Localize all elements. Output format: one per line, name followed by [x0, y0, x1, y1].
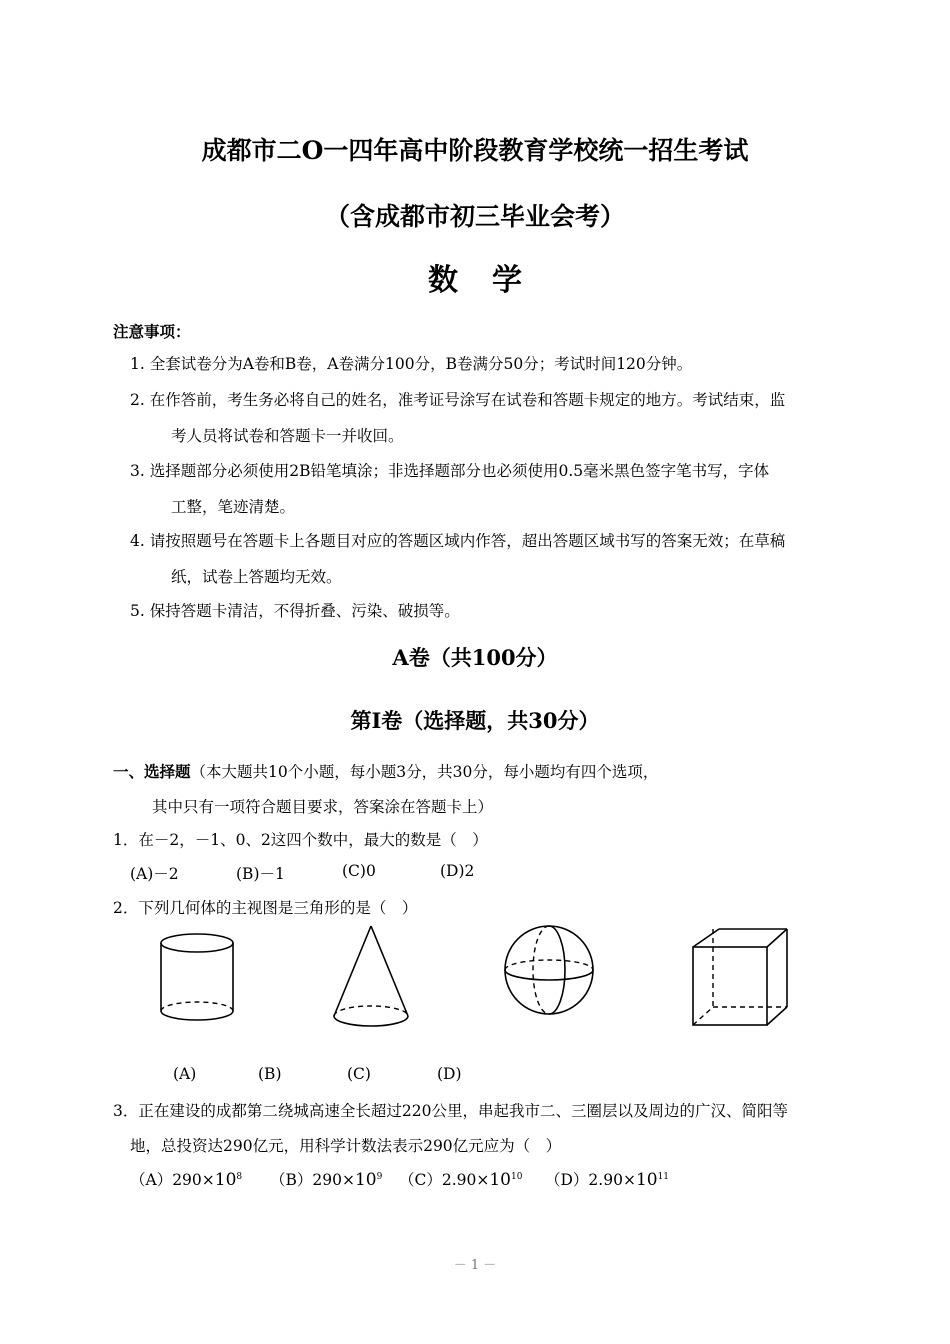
question-3-stem: 3．正在建设的成都第二绕城高速全长超过220公里，串起我市二、三圈层以及周边的广汉、简阳等	[113, 1102, 788, 1120]
exam-subtitle: （含成都市初三毕业会考）	[324, 202, 625, 231]
part-one-desc-cont: 其中只有一项符合题目要求，答案涂在答题卡上）	[152, 798, 494, 816]
notice-item-5: 5. 保持答题卡清洁，不得折叠、污染、破损等。	[130, 602, 460, 620]
cone-icon	[334, 926, 408, 1026]
cube-icon	[693, 929, 787, 1025]
question-1-stem: 1．在－2，－1、0、2这四个数中，最大的数是（ ）	[113, 831, 488, 849]
question-1-option-d: (D)2	[440, 862, 475, 880]
exam-title: 成都市二O一四年高中阶段教育学校统一招生考试	[201, 136, 749, 165]
notice-item-3-cont: 工整，笔迹清楚。	[171, 498, 296, 516]
notice-item-1: 1. 全套试卷分为A卷和B卷，A卷满分100分，B卷满分50分；考试时间120分钟。	[130, 355, 693, 373]
question-3-stem-cont: 地，总投资达290亿元，用科学计数法表示290亿元应为（ ）	[130, 1137, 562, 1155]
question-2-stem: 2．下列几何体的主视图是三角形的是（ ）	[113, 899, 418, 917]
question-2-option-a: (A)	[173, 1065, 197, 1083]
notice-item-4: 4. 请按照题号在答题卡上各题目对应的答题区域内作答，超出答题区域书写的答案无效；在草稿	[130, 532, 786, 550]
section-a-heading: A卷（共100分）	[392, 645, 558, 670]
question-3-option-a: $(A)290\times 10^8$	[130, 1170, 243, 1190]
notice-heading: 注意事项：	[113, 322, 191, 341]
sphere-icon	[505, 926, 593, 1014]
question-2-option-c: (C)	[347, 1065, 371, 1083]
subject-title: 数学	[428, 263, 556, 298]
page-number: － 1 －	[453, 1258, 497, 1273]
cylinder-icon	[161, 934, 233, 1020]
question-1-option-c: (C)0	[342, 862, 376, 880]
question-3-option-d: $(D)2.90\times 10^{11}$	[545, 1170, 670, 1190]
notice-item-3: 3. 选择题部分必须使用2B铅笔填涂；非选择题部分也必须使用0.5毫米黑色签字笔书写，字体	[130, 462, 770, 480]
part-one-label: 一、选择题	[113, 762, 191, 781]
question-1-option-b: (B)－1	[236, 865, 285, 883]
question-2-option-d: (D)	[437, 1065, 462, 1083]
question-2-option-b: (B)	[258, 1065, 282, 1083]
notice-item-2-cont: 考人员将试卷和答题卡一并收回。	[171, 427, 404, 445]
part-one-desc: （本大题共10个小题，每小题3分，共30分，每小题均有四个选项，	[190, 763, 659, 781]
section-i-heading: 第I卷（选择题，共30分）	[350, 708, 600, 733]
question-1-option-a: (A)－2	[130, 865, 179, 883]
notice-item-4-cont: 纸，试卷上答题均无效。	[171, 568, 342, 586]
question-3-option-c: $(C)2.90\times 10^{10}$	[399, 1170, 523, 1190]
question-3-option-b: $(B)290\times 10^9$	[270, 1170, 383, 1190]
notice-item-2: 2. 在作答前，考生务必将自己的姓名，准考证号涂写在试卷和答题卡规定的地方。考试结束，监	[130, 391, 786, 409]
part-one-intro	[113, 760, 658, 782]
question-2-figures	[0, 915, 950, 1040]
